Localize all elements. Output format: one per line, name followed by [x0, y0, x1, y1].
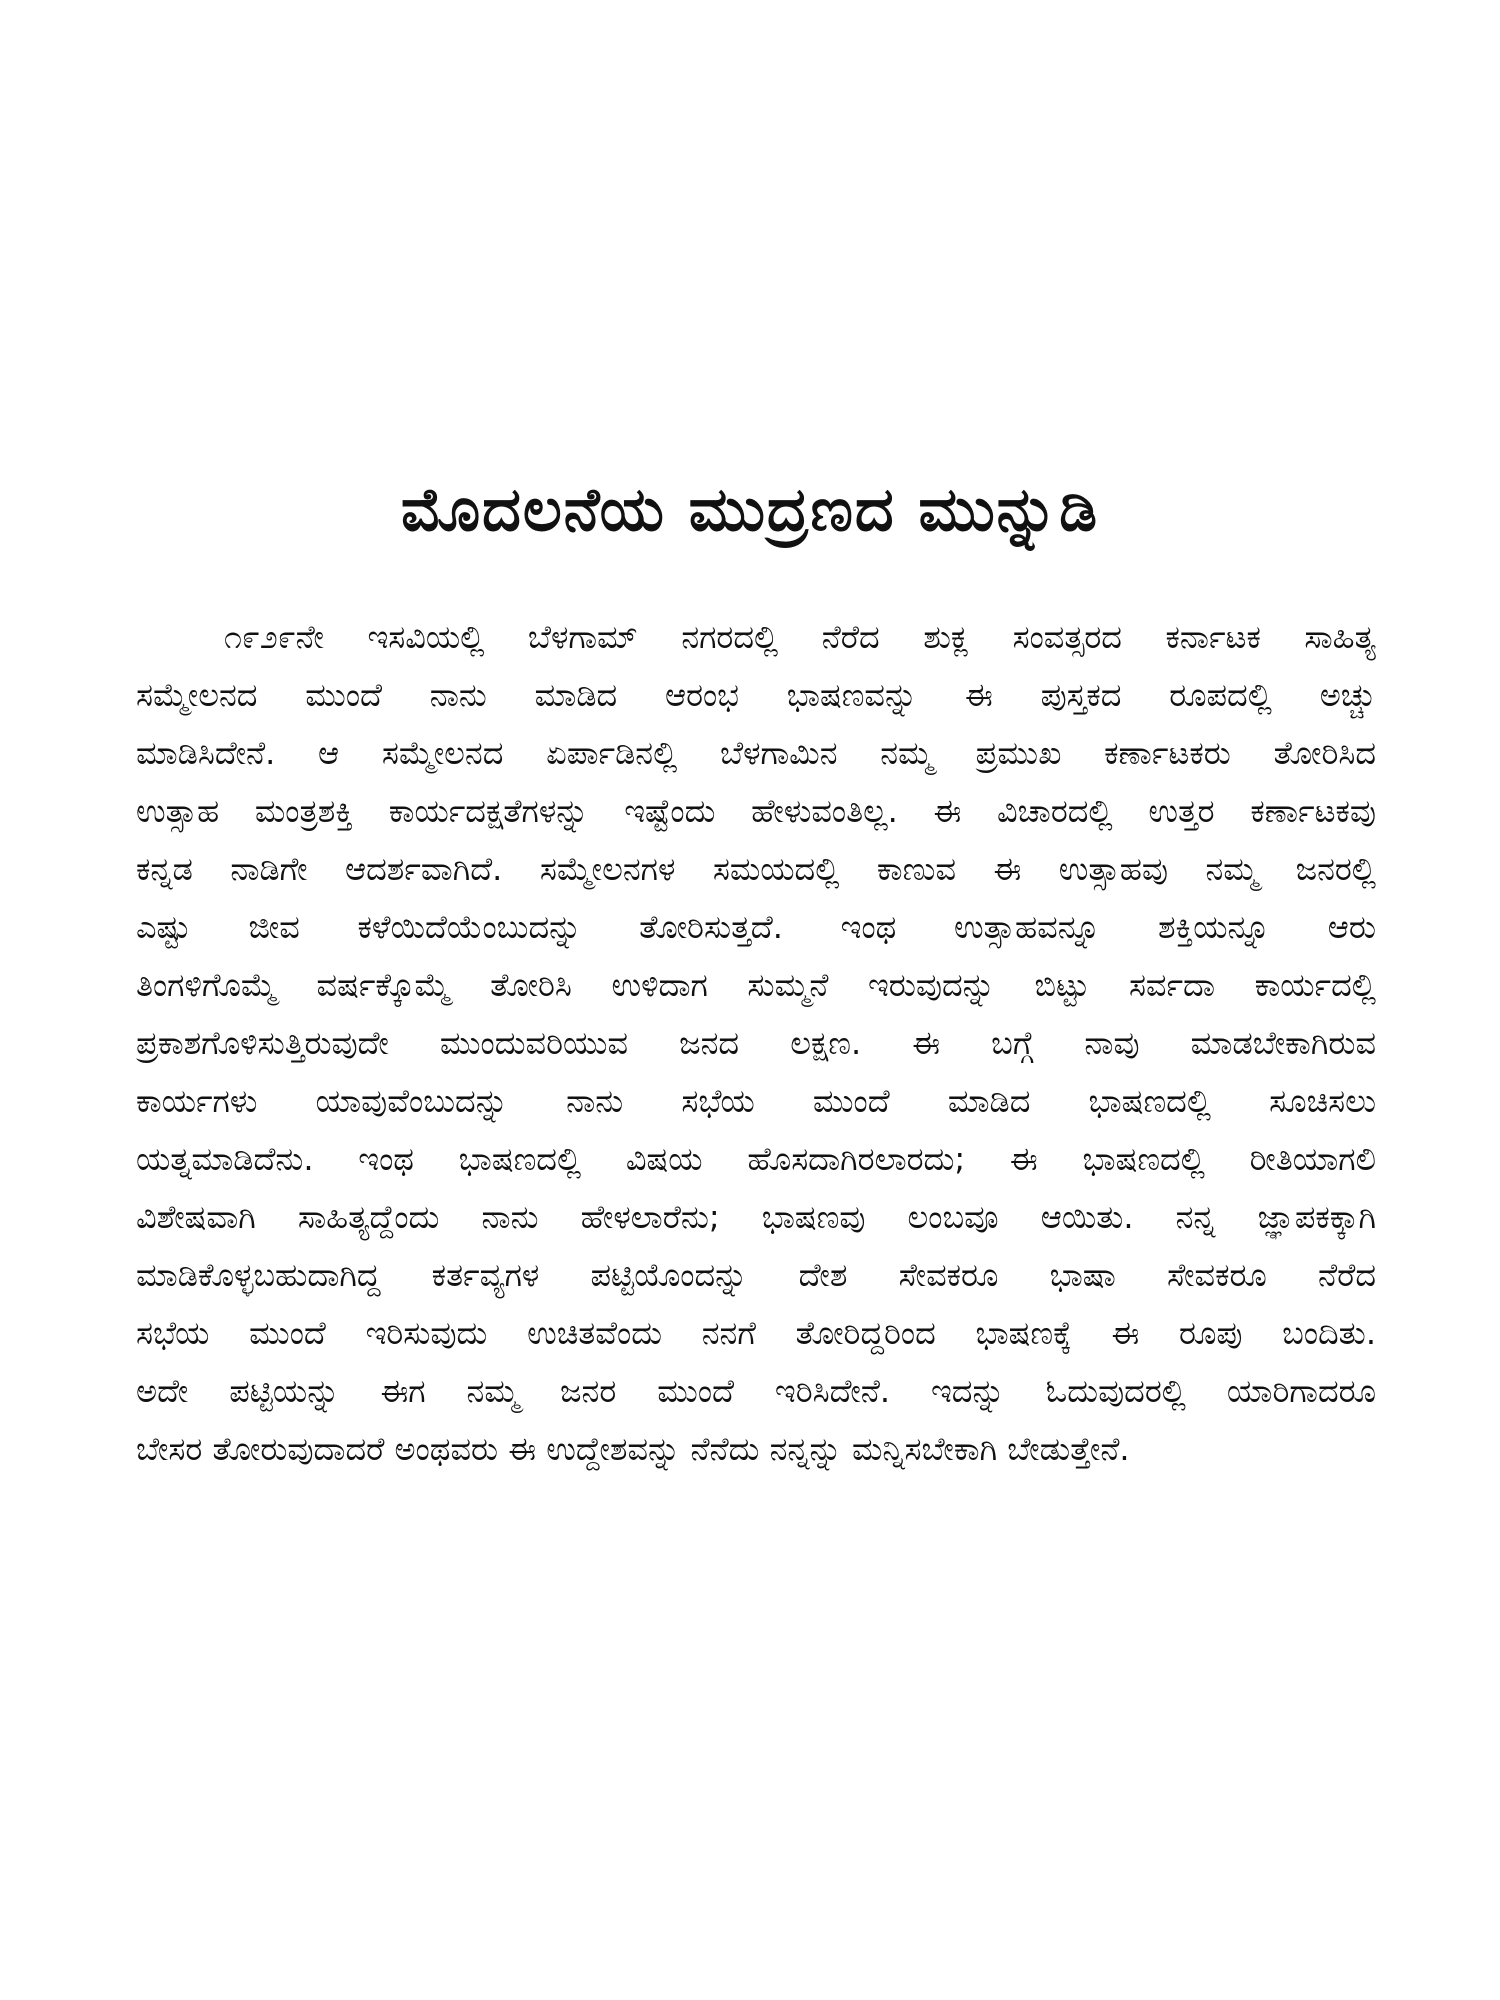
paragraph-line: ತಿಂಗಳಿಗೊಮ್ಮೆ ವರ್ಷಕ್ಕೊಮ್ಮೆ ತೋರಿಸಿ ಉಳಿದಾಗ ಸುಮ್ಮನೆ ಇರುವುದನ್ನು ಬಿಟ್ಟು ಸರ್ವದಾ ಕಾರ್ಯದಲ್ಲಿ	[136, 966, 1376, 1004]
preface-paragraph	[136, 608, 1376, 1478]
paragraph-line: ಸಭೆಯ ಮುಂದೆ ಇರಿಸುವುದು ಉಚಿತವೆಂದು ನನಗೆ ತೋರಿದ್ದರಿಂದ ಭಾಷಣಕ್ಕೆ ಈ ರೂಪು ಬಂದಿತು.	[136, 1314, 1376, 1352]
paragraph-line: ಮಾಡಿಸಿದೇನೆ. ಆ ಸಮ್ಮೇಲನದ ಏರ್ಪಾಡಿನಲ್ಲಿ ಬೆಳಗಾಮಿನ ನಮ್ಮ ಪ್ರಮುಖ ಕರ್ಣಾಟಕರು ತೋರಿಸಿದ	[136, 734, 1376, 772]
paragraph-line: ಬೇಸರ ತೋರುವುದಾದರೆ ಅಂಥವರು ಈ ಉದ್ದೇಶವನ್ನು ನೆನೆದು ನನ್ನನ್ನು ಮನ್ನಿಸಬೇಕಾಗಿ ಬೇಡುತ್ತೇನೆ.	[136, 1430, 1130, 1468]
paragraph-line: ಉತ್ಸಾಹ ಮಂತ್ರಶಕ್ತಿ ಕಾರ್ಯದಕ್ಷತೆಗಳನ್ನು ಇಷ್ಟೆಂದು ಹೇಳುವಂತಿಲ್ಲ. ಈ ವಿಚಾರದಲ್ಲಿ ಉತ್ತರ ಕರ್ಣಾಟಕವು	[136, 792, 1376, 830]
paragraph-line: ೧೯೨೯ನೇ ಇಸವಿಯಲ್ಲಿ ಬೆಳಗಾಮ್ ನಗರದಲ್ಲಿ ನೆರೆದ ಶುಕ್ಲ ಸಂವತ್ಸರದ ಕರ್ನಾಟಕ ಸಾಹಿತ್ಯ	[224, 618, 1376, 656]
paragraph-line: ಅದೇ ಪಟ್ಟಿಯನ್ನು ಈಗ ನಮ್ಮ ಜನರ ಮುಂದೆ ಇರಿಸಿದೇನೆ. ಇದನ್ನು ಓದುವುದರಲ್ಲಿ ಯಾರಿಗಾದರೂ	[136, 1372, 1376, 1410]
paragraph-line: ಕನ್ನಡ ನಾಡಿಗೇ ಆದರ್ಶವಾಗಿದೆ. ಸಮ್ಮೇಲನಗಳ ಸಮಯದಲ್ಲಿ ಕಾಣುವ ಈ ಉತ್ಸಾಹವು ನಮ್ಮ ಜನರಲ್ಲಿ	[136, 850, 1376, 888]
paragraph-line: ಎಷ್ಟು ಜೀವ ಕಳೆಯಿದೆಯೆಂಬುದನ್ನು ತೋರಿಸುತ್ತದೆ. ಇಂಥ ಉತ್ಸಾಹವನ್ನೂ ಶಕ್ತಿಯನ್ನೂ ಆರು	[136, 908, 1376, 946]
paragraph-line: ಯತ್ನಮಾಡಿದೆನು. ಇಂಥ ಭಾಷಣದಲ್ಲಿ ವಿಷಯ ಹೊಸದಾಗಿರಲಾರದು; ಈ ಭಾಷಣದಲ್ಲಿ ರೀತಿಯಾಗಲಿ	[136, 1140, 1376, 1178]
paragraph-line: ವಿಶೇಷವಾಗಿ ಸಾಹಿತ್ಯದ್ದೆಂದು ನಾನು ಹೇಳಲಾರೆನು; ಭಾಷಣವು ಲಂಬವೂ ಆಯಿತು. ನನ್ನ ಜ್ಞಾಪಕಕ್ಕಾಗಿ	[136, 1198, 1376, 1236]
paragraph-line: ಪ್ರಕಾಶಗೊಳಿಸುತ್ತಿರುವುದೇ ಮುಂದುವರಿಯುವ ಜನದ ಲಕ್ಷಣ. ಈ ಬಗ್ಗೆ ನಾವು ಮಾಡಬೇಕಾಗಿರುವ	[136, 1024, 1376, 1062]
paragraph-line: ಮಾಡಿಕೊಳ್ಳಬಹುದಾಗಿದ್ದ ಕರ್ತವ್ಯಗಳ ಪಟ್ಟಿಯೊಂದನ್ನು ದೇಶ ಸೇವಕರೂ ಭಾಷಾ ಸೇವಕರೂ ನೆರೆದ	[136, 1256, 1376, 1294]
paragraph-line: ಕಾರ್ಯಗಳು ಯಾವುವೆಂಬುದನ್ನು ನಾನು ಸಭೆಯ ಮುಂದೆ ಮಾಡಿದ ಭಾಷಣದಲ್ಲಿ ಸೂಚಿಸಲು	[136, 1082, 1376, 1120]
page-title: ಮೊದಲನೆಯ ಮುದ್ರಣದ ಮುನ್ನುಡಿ	[400, 475, 1100, 545]
paragraph-line: ಸಮ್ಮೇಲನದ ಮುಂದೆ ನಾನು ಮಾಡಿದ ಆರಂಭ ಭಾಷಣವನ್ನು ಈ ಪುಸ್ತಕದ ರೂಪದಲ್ಲಿ ಅಚ್ಚು	[136, 676, 1376, 714]
